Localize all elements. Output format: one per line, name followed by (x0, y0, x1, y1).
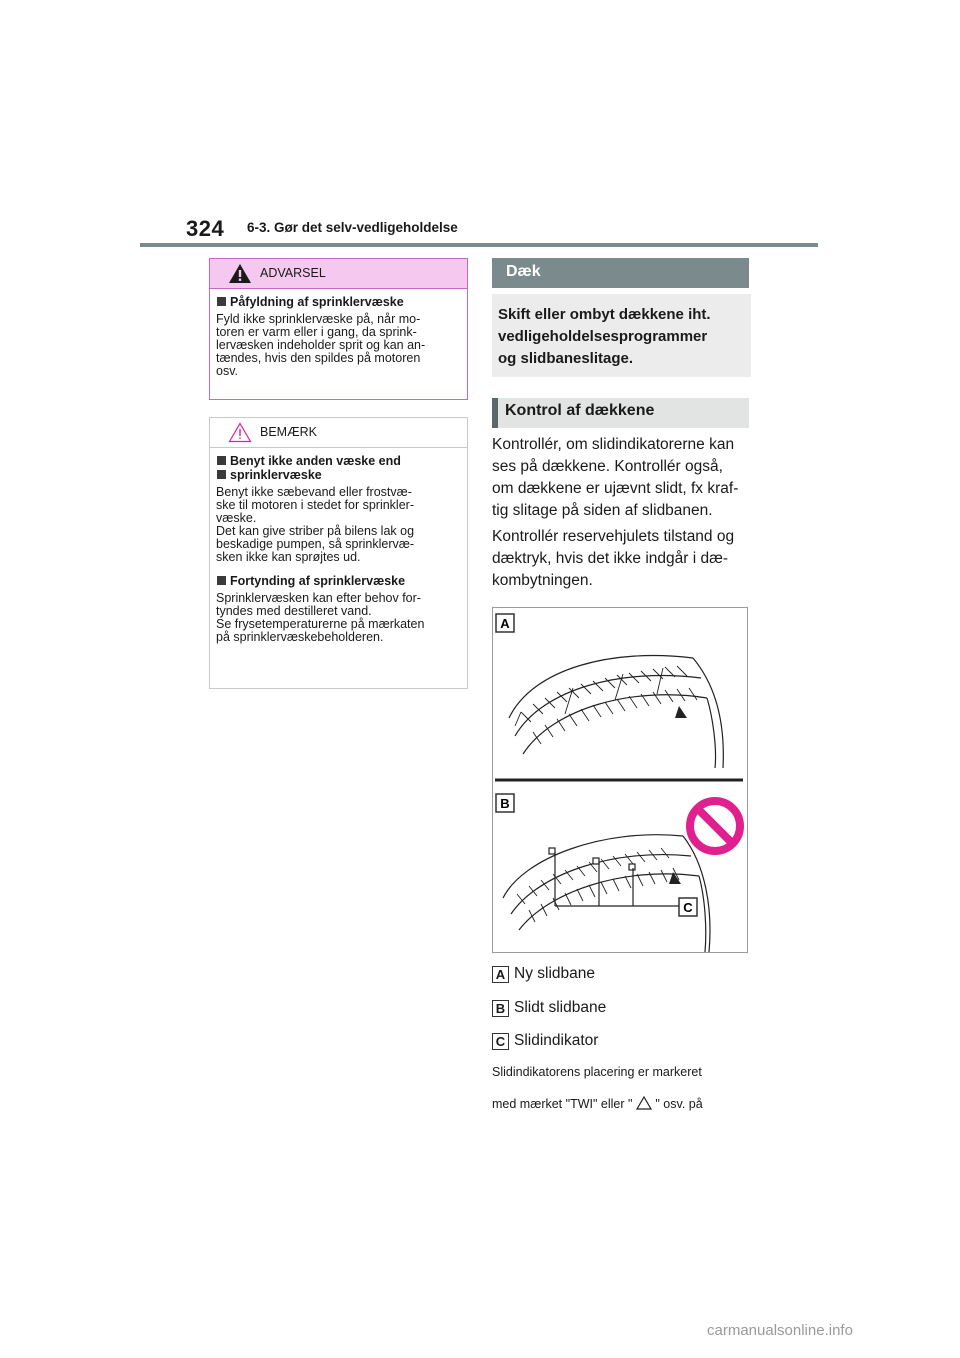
warning-line: Fyld ikke sprinklervæske på, når mo- (216, 312, 421, 326)
para-line: dæktryk, hvis det ikke indgår i dæ- (492, 550, 729, 567)
notice-triangle-icon (228, 422, 252, 443)
warning-heading: Påfyldning af sprinklervæske (216, 295, 461, 309)
tire-tread-figure (492, 607, 748, 953)
legend-key: B (492, 1000, 509, 1017)
notice-line: tyndes med destilleret vand. (216, 604, 372, 618)
notice-line: Se frysetemperaturerne på mærkaten (216, 617, 425, 631)
notice-heading-2: Fortynding af sprinklervæske (216, 574, 461, 588)
para-line: tig slitage på siden af slidbanen. (492, 502, 713, 519)
legend-text: Ny slidbane (514, 965, 595, 982)
legend-key: A (492, 966, 509, 983)
warning-line: lervæsken indeholder sprit og kan an- (216, 338, 426, 352)
check-section-title: Kontrol af dækkene (505, 402, 655, 419)
notice-box (209, 417, 468, 689)
para-line: kombytningen. (492, 572, 593, 589)
header-rule (140, 243, 818, 247)
legend-key: C (492, 1033, 509, 1050)
label-b: B (500, 796, 510, 811)
watermark: carmanualsonline.info (707, 1322, 853, 1339)
check-paragraph-1 (492, 434, 752, 522)
note-text: med mærket "TWI" eller " (492, 1097, 633, 1111)
section-title: 6-3. Gør det selv-vedligeholdelse (247, 220, 458, 235)
indicator-note-line-2 (492, 1096, 703, 1111)
notice-line: sken ikke kan sprøjtes ud. (216, 550, 361, 564)
notice-line: Benyt ikke sæbevand eller frostvæ- (216, 485, 412, 499)
warning-header (210, 259, 467, 289)
notice-title: BEMÆRK (260, 425, 317, 439)
notice-line: Sprinklervæsken kan efter behov for- (216, 591, 421, 605)
para-line: om dækkene er ujævnt slidt, fx kraf- (492, 480, 739, 497)
worn-tread-drawing (503, 835, 710, 952)
page-number: 324 (186, 216, 225, 241)
notice-header (210, 418, 467, 448)
legend-text: Slidt slidbane (514, 999, 607, 1016)
check-paragraph-2 (492, 526, 752, 592)
intro-line: vedligeholdelsesprogrammer (498, 328, 708, 345)
warning-line: osv. (216, 364, 238, 378)
warning-triangle-icon (228, 263, 252, 284)
warning-line: tændes, hvis den spildes på motoren (216, 351, 421, 365)
notice-line: på sprinklervæskebeholderen. (216, 630, 384, 644)
warning-box (209, 258, 468, 400)
label-a: A (500, 616, 510, 631)
note-text: " osv. på (655, 1097, 703, 1111)
indicator-note-line-1: Slidindikatorens placering er markeret (492, 1065, 702, 1079)
intro-line: og slidbaneslitage. (498, 350, 634, 367)
legend-text: Slidindikator (514, 1032, 599, 1049)
notice-heading-1: Benyt ikke anden væske end (216, 454, 461, 468)
check-section-accent (492, 398, 498, 428)
para-line: ses på dækkene. Kontrollér også, (492, 458, 723, 475)
new-tread-drawing (509, 656, 723, 769)
warning-line: toren er varm eller i gang, da sprink- (216, 325, 417, 339)
para-line: Kontrollér, om slidindikatorerne kan (492, 436, 735, 453)
tires-section-title: Dæk (506, 263, 541, 280)
notice-line: ske til motoren i stedet for sprinkler- (216, 498, 414, 512)
warning-title: ADVARSEL (260, 266, 326, 280)
tire-illustration (493, 608, 747, 952)
notice-line: Det kan give striber på bilens lak og (216, 524, 415, 538)
notice-line: beskadige pumpen, så sprinklervæ- (216, 537, 415, 551)
tires-intro-text (498, 304, 748, 370)
label-c: C (683, 900, 693, 915)
para-line: Kontrollér reservehjulets tilstand og (492, 528, 735, 545)
intro-line: Skift eller ombyt dækkene iht. (498, 306, 711, 323)
prohibition-icon (690, 801, 740, 851)
tread-indicator-triangle-icon (636, 1096, 652, 1110)
notice-line: væske. (216, 511, 257, 525)
notice-heading-1-cont: sprinklervæske (216, 468, 461, 482)
